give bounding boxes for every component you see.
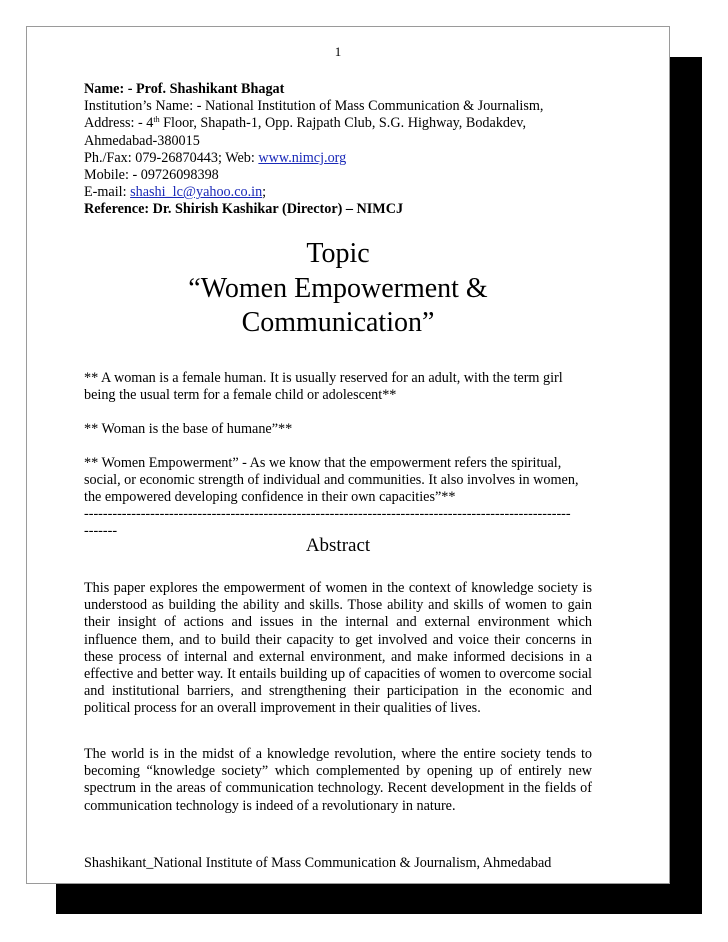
- abstract-paragraph-2: The world is in the midst of a knowledge revolution, where the entire society tends to becoming “knowledge society” which complemented by opening up of entirely new spectrum in the areas of communication technology. Recent development in the fields of communication technology is indeed of a revolutionary in nature.: [84, 746, 592, 814]
- email-link[interactable]: shashi_lc@yahoo.co.in: [130, 184, 263, 201]
- abstract-heading: Abstract: [305, 535, 371, 556]
- institution-line: Institution’s Name: - National Institution of Mass Communication & Journalism,: [84, 98, 544, 115]
- address-prefix: Address: - 4: [84, 115, 154, 132]
- email-line: [84, 184, 592, 201]
- address-rest: Floor, Shapath-1, Opp. Rajpath Club, S.G. Highway, Bodakdev,: [159, 115, 527, 132]
- author-name: Name: - Prof. Shashikant Bhagat: [84, 81, 285, 97]
- separator-line-2: -------: [84, 523, 118, 539]
- city-line: Ahmedabad-380015: [84, 132, 200, 149]
- title-line-2: Communication”: [241, 307, 435, 338]
- abstract-paragraph-1: This paper explores the empowerment of women in the context of knowledge society is understood as building the ability and skills. Those ability and skills of women to gain their insight of actions and issues in the internal and external environment which influence them, and to build their capacity to get involved and voice their concerns in these process of internal and external environment, and make informed decisions in a effective and better way. It entails building up of capacities of women to overcome social and institutional barriers, and strengthening their participation in the economic and political process for an overall improvement in their qualities of lives.: [84, 580, 592, 717]
- phone-text: Ph./Fax: 079-26870443; Web:: [84, 149, 259, 166]
- mobile-line: Mobile: - 09726098398: [84, 167, 219, 184]
- quote-woman-definition: ** A woman is a female human. It is usually reserved for an adult, with the term girl being the usual term for a female child or adolescent**: [84, 370, 563, 404]
- email-suffix: ;: [262, 184, 267, 201]
- phone-line: [84, 150, 592, 167]
- separator-line-1: -------------------------------------------------------------------------------------------------------: [84, 506, 571, 522]
- address-line: [84, 115, 592, 132]
- quote-woman-base: ** Woman is the base of humane”**: [84, 421, 293, 437]
- reference-line: Reference: Dr. Shirish Kashikar (Director) – NIMCJ: [84, 201, 404, 218]
- email-label: E-mail:: [84, 184, 131, 201]
- title-line-1: “Women Empowerment &: [188, 273, 488, 304]
- quote-empowerment: ** Women Empowerment” - As we know that the empowerment refers the spiritual, social, or economic strength of individual and communities. It also involves in women, the empowered developing confidence in their own capacities”**: [84, 455, 579, 506]
- website-link[interactable]: www.nimcj.org: [258, 149, 347, 166]
- address-superscript: th: [153, 115, 160, 125]
- page-number: 1: [334, 44, 342, 59]
- topic-heading: Topic: [306, 238, 370, 269]
- author-header: [84, 81, 592, 219]
- page-footer: Shashikant_National Institute of Mass Communication & Journalism, Ahmedabad: [84, 855, 552, 871]
